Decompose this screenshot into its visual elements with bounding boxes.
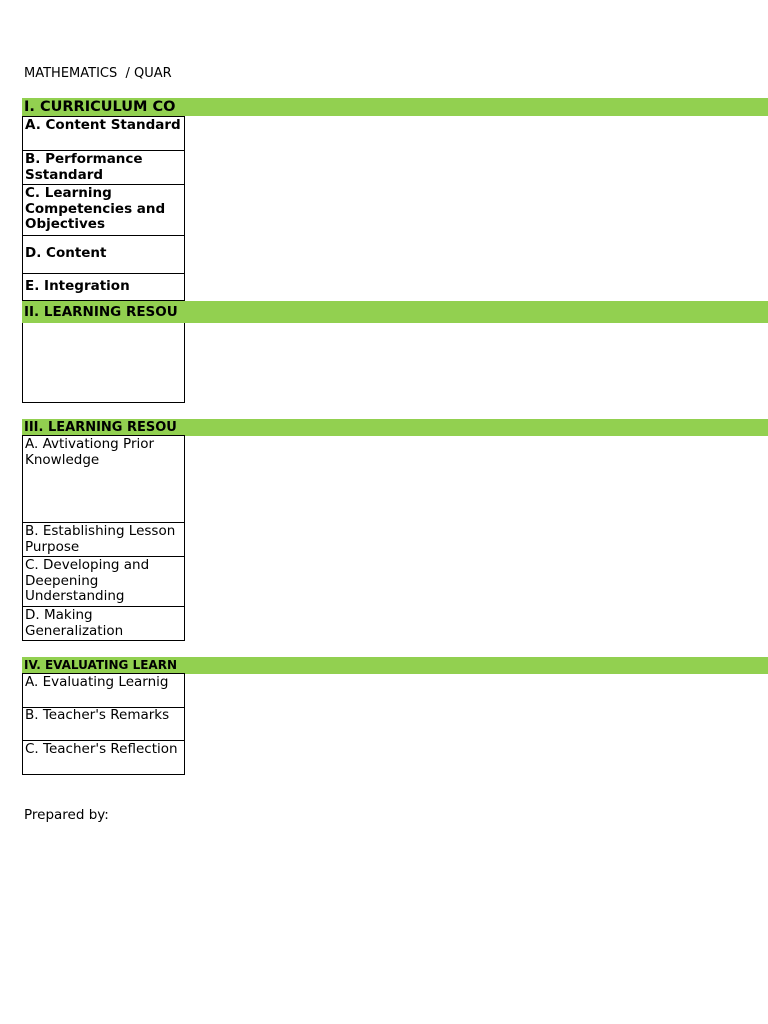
row-integration xyxy=(22,273,185,301)
row-learning-competencies xyxy=(22,184,185,236)
row-label: D. Making Generalization xyxy=(25,607,124,639)
row-developing-understanding xyxy=(22,556,185,607)
row-label: D. Content xyxy=(25,245,107,261)
row-label: A. Evaluating Learnig xyxy=(25,674,169,690)
row-label: C. Learning Competencies and Objectives xyxy=(25,185,166,232)
section-header-evaluation xyxy=(22,657,768,674)
row-making-generalization xyxy=(22,606,185,641)
row-label: A. Avtivationg Prior Knowledge xyxy=(25,436,155,468)
prepared-by-label: Prepared by: xyxy=(24,807,109,823)
section-title-resources: II. LEARNING RESOU xyxy=(24,304,178,320)
section-header-resources xyxy=(22,301,768,323)
row-performance-standard xyxy=(22,150,185,185)
section-header-procedures xyxy=(22,419,768,436)
row-label: A. Content Standard xyxy=(25,117,181,133)
row-activating-prior-knowledge xyxy=(22,435,185,523)
row-label: C. Teacher's Reflection xyxy=(25,741,178,757)
section-title-procedures: III. LEARNING RESOU xyxy=(24,420,177,435)
resources-body xyxy=(22,323,185,403)
section-title-curriculum: I. CURRICULUM CO xyxy=(24,99,176,115)
row-label: B. Performance Sstandard xyxy=(25,151,143,183)
row-establishing-lesson-purpose xyxy=(22,522,185,557)
row-teachers-remarks xyxy=(22,707,185,741)
row-evaluating-learning xyxy=(22,673,185,708)
section-title-evaluation: IV. EVALUATING LEARN xyxy=(24,658,177,672)
row-label: C. Developing and Deepening Understanding xyxy=(25,557,150,604)
row-label: E. Integration xyxy=(25,278,130,294)
section-header-curriculum xyxy=(22,98,768,116)
document-title: MATHEMATICS / QUAR xyxy=(24,66,172,81)
row-teachers-reflection xyxy=(22,740,185,775)
row-label: B. Teacher's Remarks xyxy=(25,707,170,723)
row-content-standard xyxy=(22,116,185,151)
row-label: B. Establishing Lesson Purpose xyxy=(25,523,176,555)
row-content xyxy=(22,235,185,274)
